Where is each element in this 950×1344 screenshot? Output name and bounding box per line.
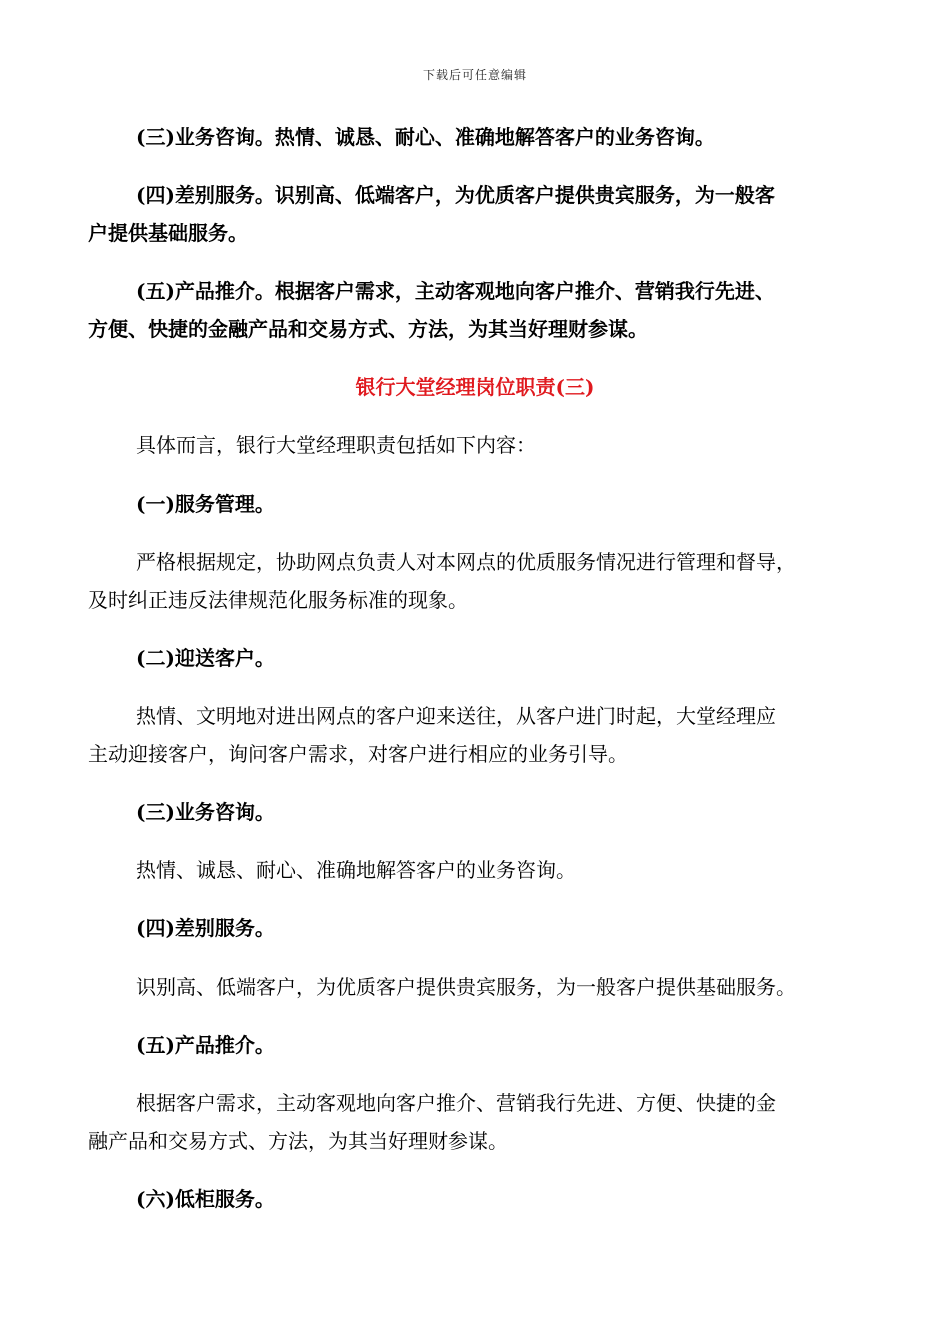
paragraph-product-promotion-detail-line1: 根据客户需求，主动客观地向客户推介、营销我行先进、方便、快捷的金 xyxy=(136,1091,776,1115)
paragraph-greeting-customers-line2: 主动迎接客户，询问客户需求，对客户进行相应的业务引导。 xyxy=(88,742,628,766)
heading-differentiated-service: (四)差别服务。 xyxy=(136,916,275,940)
heading-low-counter-service: (六)低柜服务。 xyxy=(136,1187,275,1211)
heading-business-consulting: (三)业务咨询。 xyxy=(136,800,275,824)
paragraph-business-consulting-detail: 热情、诚恳、耐心、准确地解答客户的业务咨询。 xyxy=(136,858,576,882)
paragraph-service-management-line2: 及时纠正违反法律规范化服务标准的现象。 xyxy=(88,588,468,612)
section-title: 银行大堂经理岗位职责(三) xyxy=(355,375,595,399)
paragraph-product-promotion-detail-line2: 融产品和交易方式、方法，为其当好理财参谋。 xyxy=(88,1129,508,1153)
paragraph-product-promotion-line1: (五)产品推介。根据客户需求，主动客观地向客户推介、营销我行先进、 xyxy=(136,279,775,303)
paragraph-product-promotion-line2: 方便、快捷的金融产品和交易方式、方法，为其当好理财参谋。 xyxy=(88,317,648,341)
paragraph-greeting-customers-line1: 热情、文明地对进出网点的客户迎来送往，从客户进门时起，大堂经理应 xyxy=(136,704,776,728)
intro-paragraph: 具体而言，银行大堂经理职责包括如下内容： xyxy=(136,433,536,457)
paragraph-differentiated-service-line2: 户提供基础服务。 xyxy=(88,221,248,245)
heading-service-management: (一)服务管理。 xyxy=(136,492,275,516)
page-header-note: 下载后可任意编辑 xyxy=(422,68,527,82)
paragraph-differentiated-service-line1: (四)差别服务。识别高、低端客户，为优质客户提供贵宾服务，为一般客 xyxy=(136,183,775,207)
heading-product-promotion: (五)产品推介。 xyxy=(136,1033,275,1057)
paragraph-differentiated-service-detail: 识别高、低端客户，为优质客户提供贵宾服务，为一般客户提供基础服务。 xyxy=(136,975,796,999)
paragraph-service-management-line1: 严格根据规定，协助网点负责人对本网点的优质服务情况进行管理和督导， xyxy=(136,550,796,574)
paragraph-business-consulting: (三)业务咨询。热情、诚恳、耐心、准确地解答客户的业务咨询。 xyxy=(136,125,715,149)
heading-greeting-customers: (二)迎送客户。 xyxy=(136,646,275,670)
